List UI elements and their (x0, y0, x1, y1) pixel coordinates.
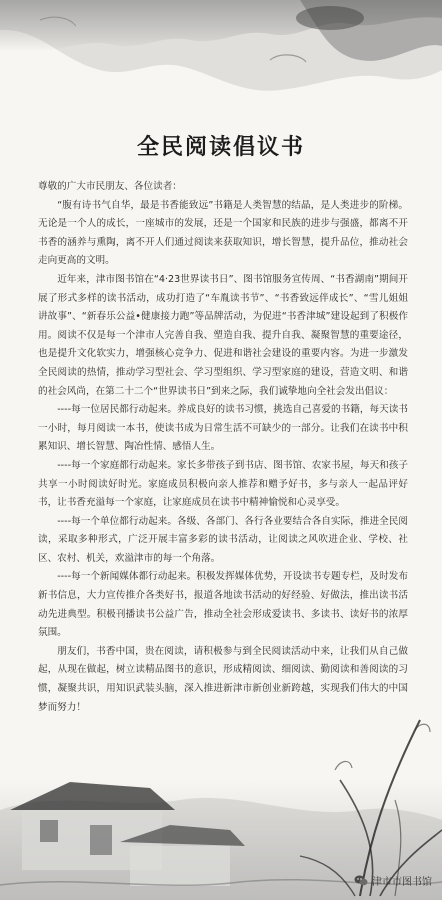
paragraph-intro: “腹有诗书气自华，最是书香能致远”书籍是人类智慧的结晶，是人类进步的阶梯。无论是一个人的成长，一座城市的发展，还是一个国家和民族的进步与强盛，都离不开书香的涵养与熏陶，离不开人们通过阅读来获取知识，增长智慧，提升品位，推动社会走向更高的文明。 (38, 199, 408, 267)
paragraph-media: ----每一个新闻媒体都行动起来。积极发挥媒体优势，开设读书专题专栏，及时发布新书信息，大力宣传推介各类好书，报道各地读书活动的好经验、好做法，推出读书活动先进典型。积极刊播读书公益广告，推动全社会形成爱读书、多读书、读好书的浓厚氛围。 (38, 571, 408, 639)
paragraph-families: ----每一个家庭都行动起来。家长多带孩子到书店、图书馆、农家书屋，每天和孩子共享一小时阅读好时光。家庭成员积极向亲人推荐和赠予好书，多与亲人一起品评好书，让书香充溢每一个家庭，让家庭成员在读书中精神愉悦和心灵享受。 (38, 459, 408, 509)
ink-village-bottom (0, 660, 442, 900)
paragraph-background: 近年来，津市图书馆在“4·23世界读书日”、图书馆服务宣传周、“书香湖南”期间开展了形式多样的读书活动，成功打造了“车胤读书节”、“书香致远伴成长”、“雪儿姐姐讲故事”、“新春乐公益•健康接力跑”等品牌活动，为促进“书香津城”建设起到了积极作用。阅读不仅是每一个津市人完善自我、塑造自我、提升自我、凝聚智慧的重要途径，也是提升文化软实力，增强核心竞争力、促进和谐社会建设的重要内容。为进一步激发全民阅读的热情，推动学习型社会、学习型组织、学习型家庭的建设，营造文明、和谐的社会风尚，在第二十二个“世界读书日”到来之际，我们诚挚地向全社会发出倡议： (38, 273, 408, 397)
document-body (38, 178, 408, 717)
paragraph-residents: ----每一位居民都行动起来。养成良好的读书习惯，挑选自己喜爱的书籍，每天读书一小时，每月阅读一本书，使读书成为日常生活不可缺少的一部分。让我们在读书中积累知识、增长智慧、陶冶性情、感悟人生。 (38, 404, 408, 453)
wechat-icon (354, 875, 368, 886)
greeting: 尊敬的广大市民朋友、各位读者： (38, 181, 182, 192)
ink-mountains-top (0, 0, 442, 130)
paragraph-closing: 朋友们，书香中国，贵在阅读，请积极参与到全民阅读活动中来，让我们从自己做起，从现在做起，树立读精品图书的意识，形成精阅读、细阅读、勤阅读和善阅读的习惯，凝聚共识，用知识武装头脑，深入推进新津市新创业新跨越，实现我们伟大的中国梦而努力！ (38, 645, 408, 713)
document-title: 全民阅读倡议书 (136, 134, 305, 160)
paragraph-units: ----每一个单位都行动起来。各级、各部门、各行各业要结合各自实际，推进全民阅读，采取多种形式，广泛开展丰富多彩的读书活动，让阅读之风吹进企业、学校、社区、农村、机关，欢溢津市的每一个角落。 (38, 515, 408, 564)
watermark-text: 津市市图书馆 (372, 877, 432, 888)
account-watermark (354, 873, 432, 888)
